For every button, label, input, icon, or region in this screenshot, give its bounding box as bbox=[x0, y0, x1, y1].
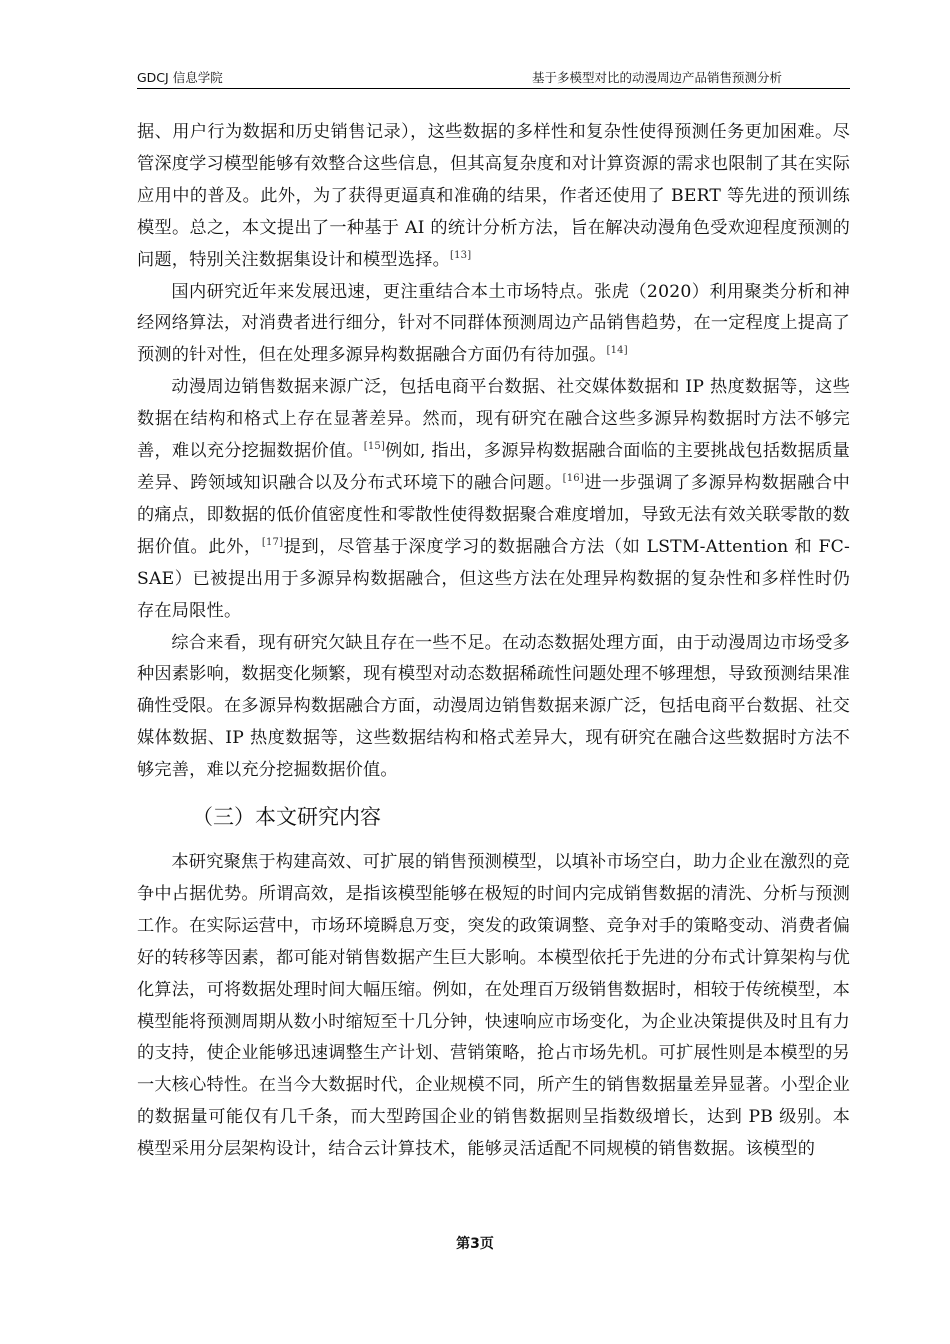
page-header bbox=[137, 70, 850, 89]
paragraph-4-text: 综合来看，现有研究欠缺且存在一些不足。在动态数据处理方面，由于动漫周边市场受多种因素影响，数据变化频繁，现有模型对动态数据稀疏性问题处理不够理想，导致预测结果准确性受限。在多源异构数据融合方面，动漫周边销售数据来源广泛，包括电商平台数据、社交媒体数据、IP 热度数据等，这些数据结构和格式差异大，现有研究在融合这些数据时方法不够完善，难以充分挖掘数据价值。 bbox=[137, 632, 850, 781]
page-body bbox=[137, 117, 850, 1166]
section-heading: （三）本文研究内容 bbox=[192, 805, 381, 830]
citation-15: [15] bbox=[363, 441, 386, 453]
paragraph-3 bbox=[137, 372, 850, 627]
page-number: 第3页 bbox=[456, 1236, 494, 1252]
citation-16: [16] bbox=[562, 472, 584, 484]
paragraph-4 bbox=[137, 628, 850, 788]
paragraph-1 bbox=[137, 117, 850, 277]
citation-17: [17] bbox=[261, 536, 284, 548]
citation-13: [13] bbox=[449, 249, 472, 261]
paragraph-1-text: 据、用户行为数据和历史销售记录），这些数据的多样性和复杂性使得预测任务更加困难。尽管深度学习模型能够有效整合这些信息，但其高复杂度和对计算资源的需求也限制了其在实际应用中的普及。此外，为了获得更逼真和准确的结果，作者还使用了 BERT 等先进的预训练模型。总之，本文提出了一种基于 AI 的统计分析方法，旨在解决动漫角色受欢迎程度预测的问题，特别关注数据集设计和模型选择。 bbox=[137, 122, 850, 270]
paragraph-3-text-b: 例如, 指出，多源异构数据融合面临的主要挑战包括数据质量差异、跨领域知识融合以及分布式环境下的融合问题。 bbox=[137, 441, 850, 493]
section-paragraph-text: 本研究聚焦于构建高效、可扩展的销售预测模型，以填补市场空白，助力企业在激烈的竞争中占据优势。所谓高效，是指该模型能够在极短的时间内完成销售数据的清洗、分析与预测工作。在实际运营中，市场环境瞬息万变，突发的政策调整、竞争对手的策略变动、消费者偏好的转移等因素，都可能对销售数据产生巨大影响。本模型依托于先进的分布式计算架构与优化算法，可将数据处理时间大幅压缩。例如，在处理百万级销售数据时，相较于传统模型，本模型能将预测周期从数小时缩短至十几分钟，快速响应市场变化，为企业决策提供及时且有力的支持，使企业能够迅速调整生产计划、营销策略，抢占市场先机。可扩展性则是本模型的另一大核心特性。在当今大数据时代，企业规模不同，所产生的销售数据量差异显著。小型企业的数据量可能仅有几千条，而大型跨国企业的销售数据则呈指数级增长，达到 PB 级别。本模型采用分层架构设计，结合云计算技术，能够灵活适配不同规模的销售数据。该模型的 bbox=[137, 852, 850, 1160]
paragraph-3-text-d: 提到，尽管基于深度学习的数据融合方法（如 LSTM-Attention 和 FC-SAE）已被提出用于多源异构数据融合，但这些方法在处理异构数据的复杂性和多样性时仍存在局限性。 bbox=[137, 536, 850, 621]
section-paragraph bbox=[137, 847, 850, 1166]
paragraph-3-text-a: 动漫周边销售数据来源广泛，包括电商平台数据、社交媒体数据和 IP 热度数据等，这些数据在结构和格式上存在显著差异。然而，现有研究在融合这些多源异构数据时方法不够完善，难以充分挖掘数据价值。 bbox=[137, 377, 850, 462]
paragraph-2 bbox=[137, 277, 850, 373]
citation-14: [14] bbox=[606, 345, 628, 357]
header-thesis-title: 基于多模型对比的动漫周边产品销售预测分析 bbox=[531, 70, 782, 85]
paragraph-2-text: 国内研究近年来发展迅速，更注重结合本土市场特点。张虎（2020）利用聚类分析和神经网络算法，对消费者进行细分，针对不同群体预测周边产品销售趋势，在一定程度上提高了预测的针对性，但在处理多源异构数据融合方面仍有待加强。 bbox=[137, 281, 850, 366]
header-institution: GDCJ 信息学院 bbox=[137, 70, 223, 85]
paragraph-3-text-c: 进一步强调了多源异构数据融合中的痛点，即数据的低价值密度性和零散性使得数据聚合难度增加，导致无法有效关联零散的数据价值。此外， bbox=[137, 472, 850, 557]
